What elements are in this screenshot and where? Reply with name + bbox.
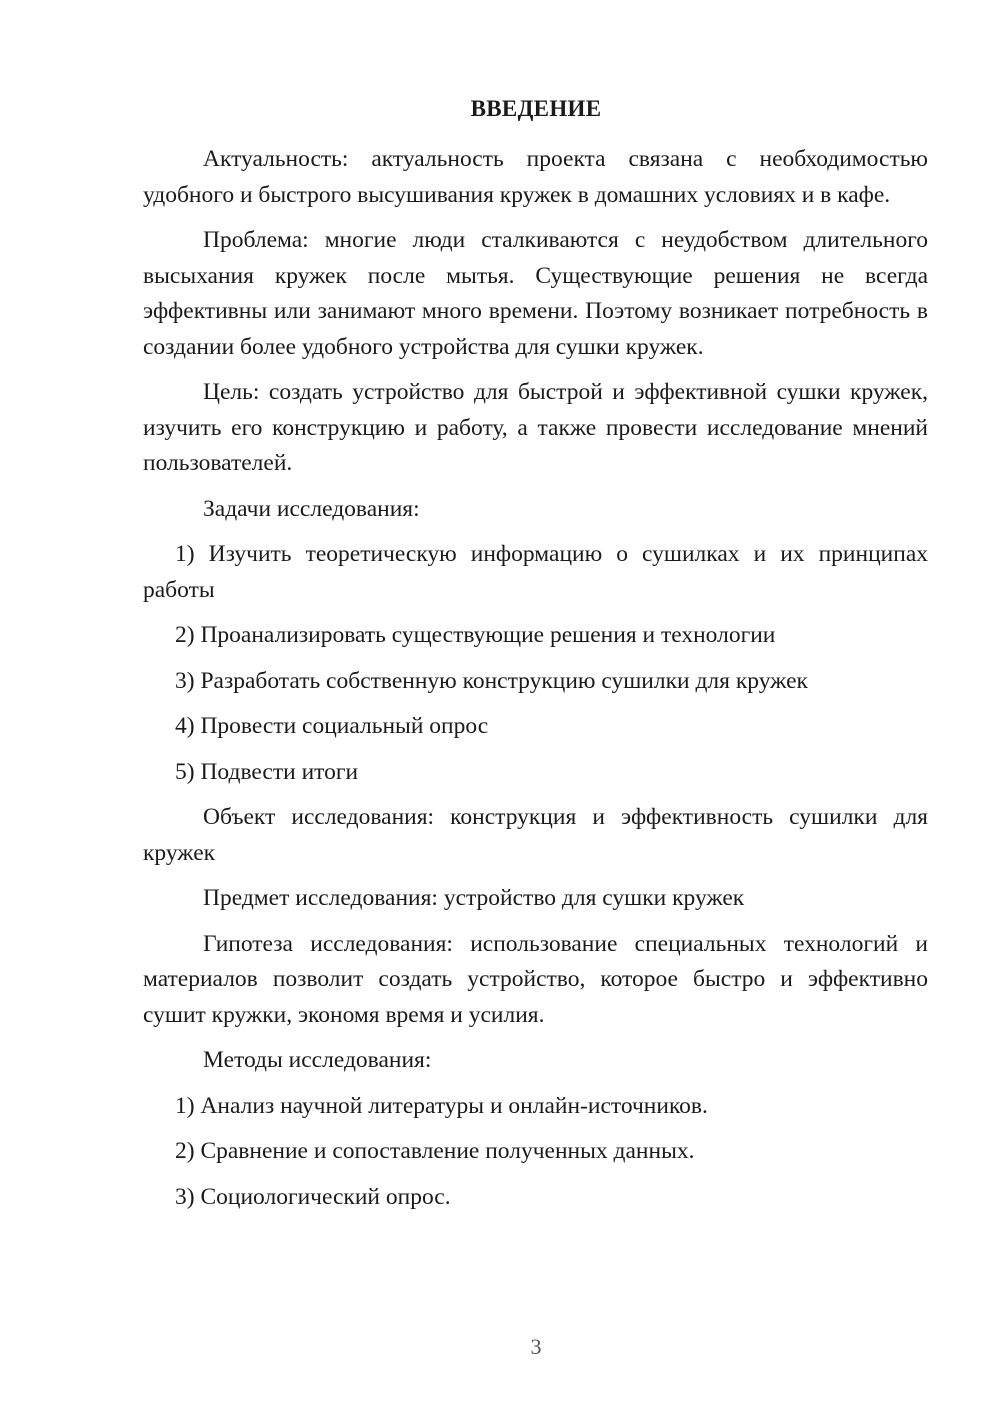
paragraph-problem: Проблема: многие люди сталкиваются с неудобством длительного высыхания кружек после мытья. Существующие решения не всегда эффективны или занимают много времени. Поэтому возникает потребность в создании более удобного устройства для сушки кружек. xyxy=(143,227,928,360)
paragraph-relevance: Актуальность: актуальность проекта связана с необходимостью удобного и быстрого высушивания кружек в домашних условиях и в кафе. xyxy=(143,146,928,208)
section-heading: ВВЕДЕНИЕ xyxy=(470,96,602,121)
body-text xyxy=(143,142,928,1225)
method-item: 2) Сравнение и сопоставление полученных данных. xyxy=(175,1138,695,1164)
task-item: 2) Проанализировать существующие решения и технологии xyxy=(175,622,776,648)
task-item: 3) Разработать собственную конструкцию сушилки для кружек xyxy=(175,667,808,694)
paragraph-subject: Предмет исследования: устройство для сушки кружек xyxy=(203,885,745,911)
task-item: 4) Провести социальный опрос xyxy=(175,713,489,739)
task-item: 5) Подвести итоги xyxy=(175,758,359,785)
task-item: 1) Изучить теоретическую информацию о сушилках и их принципах работы xyxy=(143,541,928,603)
method-item: 3) Социологический опрос. xyxy=(175,1183,451,1210)
paragraph-object: Объект исследования: конструкция и эффективность сушилки для кружек xyxy=(143,804,928,866)
methods-title: Методы исследования: xyxy=(203,1047,432,1073)
page-number: 3 xyxy=(530,1334,542,1359)
method-item: 1) Анализ научной литературы и онлайн-источников. xyxy=(175,1092,708,1119)
tasks-title: Задачи исследования: xyxy=(203,495,420,522)
paragraph-goal: Цель: создать устройство для быстрой и эффективной сушки кружек, изучить его конструкцию и работу, а также провести исследование мнений пользователей. xyxy=(143,379,928,476)
paragraph-hypothesis: Гипотеза исследования: использование специальных технологий и материалов позволит создать устройство, которое быстро и эффективно сушит кружки, экономя время и усилия. xyxy=(143,930,928,1028)
